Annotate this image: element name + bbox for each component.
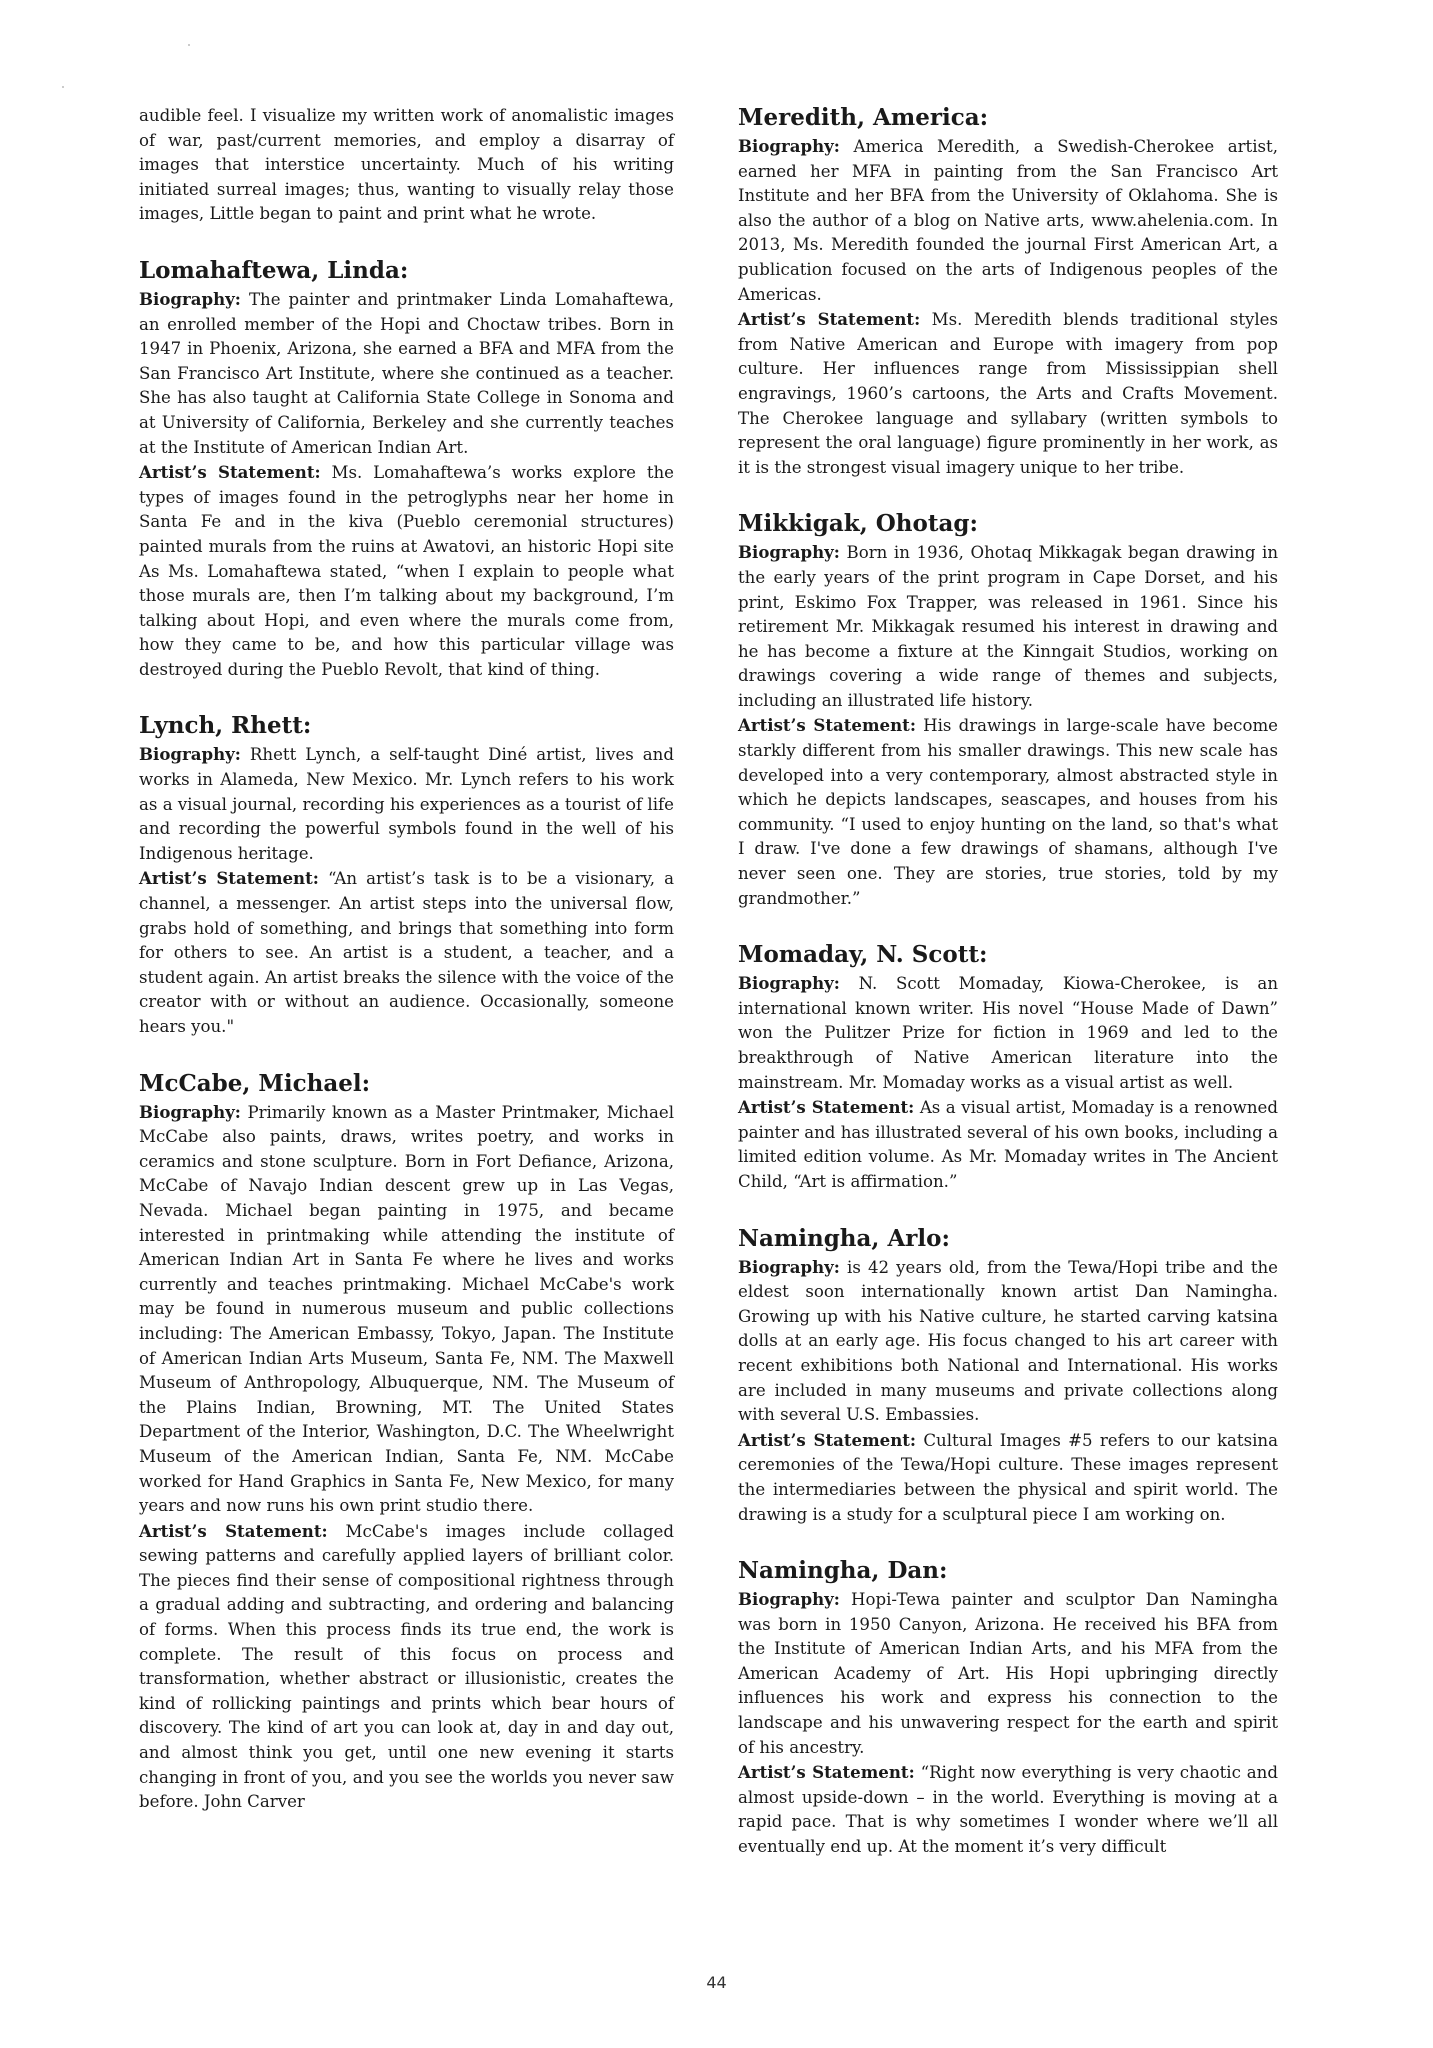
artist-name-heading: Momaday, N. Scott: xyxy=(738,941,988,969)
artist-entry xyxy=(738,1225,1278,1528)
biography-label: Biography: xyxy=(139,1101,241,1122)
artist-entry xyxy=(738,1557,1278,1860)
biography-label: Biography: xyxy=(738,1256,840,1277)
artist-entry xyxy=(139,257,674,683)
right-entries xyxy=(738,104,1278,1860)
biography-paragraph xyxy=(139,742,674,866)
artist-entry xyxy=(738,104,1278,480)
biography-paragraph xyxy=(738,134,1278,307)
biography-label: Biography: xyxy=(738,1589,840,1610)
artist-name-heading: Namingha, Dan: xyxy=(738,1557,948,1585)
statement-label: Artist’s Statement: xyxy=(738,1429,917,1450)
biography-label: Biography: xyxy=(738,136,840,156)
biography-paragraph xyxy=(738,1255,1278,1428)
biography-label: Biography: xyxy=(738,973,840,994)
statement-paragraph xyxy=(139,460,674,682)
artist-entry xyxy=(738,941,1278,1194)
biography-text: Born in 1936, Ohotaq Mikkagak began drawing in the early years of the print program in Cape Dorset, and his print, Eskimo Fox Trapper, was released in 1961. Since his retirement Mr. Mikkagak resumed his interest in drawing and he has become a fixture at the Kinngait Studios, working on drawings covering a wide range of themes and subjects, including an illustrated life history. xyxy=(738,543,1279,710)
statement-label: Artist’s Statement: xyxy=(738,309,921,330)
biography-text: The painter and printmaker Linda Lomahaftewa, an enrolled member of the Hopi and Choctaw tribes. Born in 1947 in Phoenix, Arizona, she earned a BFA and MFA from the San Francisco Art Institute, where she continued as a teacher. She has also taught at California State College in Sonoma and at University of California, Berkeley and she currently teaches at the Institute of American Indian Art. xyxy=(139,289,674,457)
artist-name-heading: Lynch, Rhett: xyxy=(139,712,312,740)
biography-label: Biography: xyxy=(139,288,241,309)
artist-name-heading: McCabe, Michael: xyxy=(139,1069,371,1097)
statement-paragraph xyxy=(738,1760,1278,1859)
statement-label: Artist’s Statement: xyxy=(139,868,319,889)
statement-paragraph xyxy=(738,713,1278,911)
statement-text: McCabe's images include collaged sewing patterns and carefully applied layers of brilliant color. The pieces find their sense of compositional rightness through a gradual adding and subtracting, and ordering and balancing of forms. When this process finds its true end, the work is complete. The result of this focus on process and transformation, whether abstract or illusionistic, creates the kind of rollicking paintings and prints which bear hours of discovery. The kind of art you can look at, day in and day out, and almost think you get, until one new evening it starts changing in front of you, and you see the worlds you never saw before. John Carver xyxy=(139,1521,674,1812)
artist-name-heading: Lomahaftewa, Linda: xyxy=(139,256,409,284)
biography-paragraph xyxy=(738,971,1278,1095)
statement-paragraph xyxy=(139,866,674,1039)
statement-label: Artist’s Statement: xyxy=(139,462,321,483)
artist-name-heading: Namingha, Arlo: xyxy=(738,1224,950,1252)
statement-label: Artist’s Statement: xyxy=(738,1097,915,1118)
statement-paragraph xyxy=(139,1519,674,1815)
biography-label: Biography: xyxy=(139,744,241,765)
statement-paragraph xyxy=(738,1428,1278,1527)
biography-paragraph xyxy=(738,540,1278,713)
statement-text: As a visual artist, Momaday is a renowned painter and has illustrated several of his own books, including a limited edition volume. As Mr. Momaday writes in The Ancient Child, “Art is affirmation.” xyxy=(738,1098,1278,1191)
statement-paragraph xyxy=(738,307,1278,480)
statement-text: His drawings in large-scale have become starkly different from his smaller drawings. This new scale has developed into a very contemporary, almost abstracted style in which he depicts landscapes, seascapes, and houses from his community. “I used to enjoy hunting on the land, so that's what I draw. I've done a few drawings of shamans, although I've never seen one. They are stories, true stories, told by my grandmother.” xyxy=(738,716,1279,908)
left-column xyxy=(139,104,674,1815)
statement-paragraph xyxy=(738,1095,1278,1194)
biography-text: Primarily known as a Master Printmaker, Michael McCabe also paints, draws, writes poetry, and works in ceramics and stone sculpture. Born in Fort Defiance, Arizona, McCabe of Navajo Indian descent grew up in Las Vegas, Nevada. Michael began painting in 1975, and became interested in printmaking while attending the institute of American Indian Art in Santa Fe where he lives and works currently and teaches printmaking. Michael McCabe's work may be found in numerous museum and public collections including: The American Embassy, Tokyo, Japan. The Institute of American Indian Arts Museum, Santa Fe, NM. The Maxwell Museum of Anthropology, Albuquerque, NM. The Museum of the Plains Indian, Browning, MT. The United States Department of the Interior, Washington, D.C. The Wheelwright Museum of the American Indian, Santa Fe, NM. McCabe worked for Hand Graphics in Santa Fe, New Mexico, for many years and now runs his own print studio there. xyxy=(139,1102,675,1516)
biography-paragraph xyxy=(139,287,674,460)
biography-text: N. Scott Momaday, Kiowa-Cherokee, is an international known writer. His novel “House Made of Dawn” won the Pulitzer Prize for fiction in 1969 and led to the breakthrough of Native American literature into the mainstream. Mr. Momaday works as a visual artist as well. xyxy=(738,974,1279,1092)
artist-entry xyxy=(139,1070,674,1815)
biography-text: Rhett Lynch, a self-taught Diné artist, lives and works in Alameda, New Mexico. Mr. Lynch refers to his work as a visual journal, recording his experiences as a tourist of life and recording the powerful symbols found in the well of his Indigenous heritage. xyxy=(139,745,674,863)
statement-text: Cultural Images #5 refers to our katsina ceremonies of the Tewa/Hopi culture. These images represent the intermediaries between the physical and spirit world. The drawing is a study for a sculptural piece I am working on. xyxy=(738,1430,1278,1524)
biography-text: Hopi-Tewa painter and sculptor Dan Namingha was born in 1950 Canyon, Arizona. He received his BFA from the Institute of American Indian Arts, and his MFA from the American Academy of Art. His Hopi upbringing directly influences his work and express his connection to the landscape and his unwavering respect for the earth and spirit of his ancestry. xyxy=(738,1590,1279,1757)
page-number: 44 xyxy=(706,1973,727,1992)
statement-text: “Right now everything is very chaotic and almost upside-down – in the world. Everything is moving at a rapid pace. That is why sometimes I wonder where we’ll all eventually end up. At the moment it’s very difficult xyxy=(738,1763,1278,1857)
scan-speck xyxy=(62,86,64,88)
statement-label: Artist’s Statement: xyxy=(738,1762,915,1783)
intro-paragraph: audible feel. I visualize my written work of anomalistic images of war, past/current memories, and employ a disarray of images that interstice uncertainty. Much of his writing initiated surreal images; thus, wanting to visually relay those images, Little began to paint and print what he wrote. xyxy=(139,106,674,224)
statement-text: “An artist’s task is to be a visionary, a channel, a messenger. An artist steps into the universal flow, grabs hold of something, and brings that something into form for others to see. An artist is a student, a teacher, and a student again. An artist breaks the silence with the voice of the creator with or without an audience. Occasionally, someone hears you." xyxy=(139,869,674,1036)
statement-label: Artist’s Statement: xyxy=(139,1520,328,1541)
artist-name-heading: Mikkigak, Ohotag: xyxy=(738,510,978,538)
statement-label: Artist’s Statement: xyxy=(738,715,916,736)
artist-entry xyxy=(738,510,1278,911)
biography-text: America Meredith, a Swedish-Cherokee artist, earned her MFA in painting from the San Francisco Art Institute and her BFA from the University of Oklahoma. She is also the author of a blog on Native arts, www.ahelenia.com. In 2013, Ms. Meredith founded the journal First American Art, a publication focused on the arts of Indigenous peoples of the Americas. xyxy=(738,137,1278,304)
statement-text: Ms. Meredith blends traditional styles from Native American and Europe with imagery from pop culture. Her influences range from Mississippian shell engravings, 1960’s cartoons, the Arts and Crafts Movement. The Cherokee language and syllabary (written symbols to represent the oral language) figure prominently in her work, as it is the strongest visual imagery unique to her tribe. xyxy=(738,310,1278,477)
biography-paragraph xyxy=(139,1100,674,1519)
right-column xyxy=(738,104,1278,1860)
biography-label: Biography: xyxy=(738,542,840,563)
artist-name-heading: Meredith, America: xyxy=(738,104,989,131)
statement-text: Ms. Lomahaftewa’s works explore the types of images found in the petroglyphs near her home in Santa Fe and in the kiva (Pueblo ceremonial structures) painted murals from the ruins at Awatovi, an historic Hopi site As Ms. Lomahaftewa stated, “when I explain to people what those murals are, then I’m talking about my background, I’m talking about Hopi, and even where the murals come from, how they came to be, and how this particular village was destroyed during the Pueblo Revolt, that kind of thing. xyxy=(139,463,674,679)
artist-entry xyxy=(139,712,674,1039)
biography-text: is 42 years old, from the Tewa/Hopi tribe and the eldest soon internationally known artist Dan Namingha. Growing up with his Native culture, he started carving katsina dolls at an early age. His focus changed to his art career with recent exhibitions both National and International. His works are included in many museums and private collections along with several U.S. Embassies. xyxy=(738,1257,1278,1425)
scan-speck xyxy=(188,44,190,46)
left-entries xyxy=(139,257,674,1815)
biography-paragraph xyxy=(738,1587,1278,1760)
